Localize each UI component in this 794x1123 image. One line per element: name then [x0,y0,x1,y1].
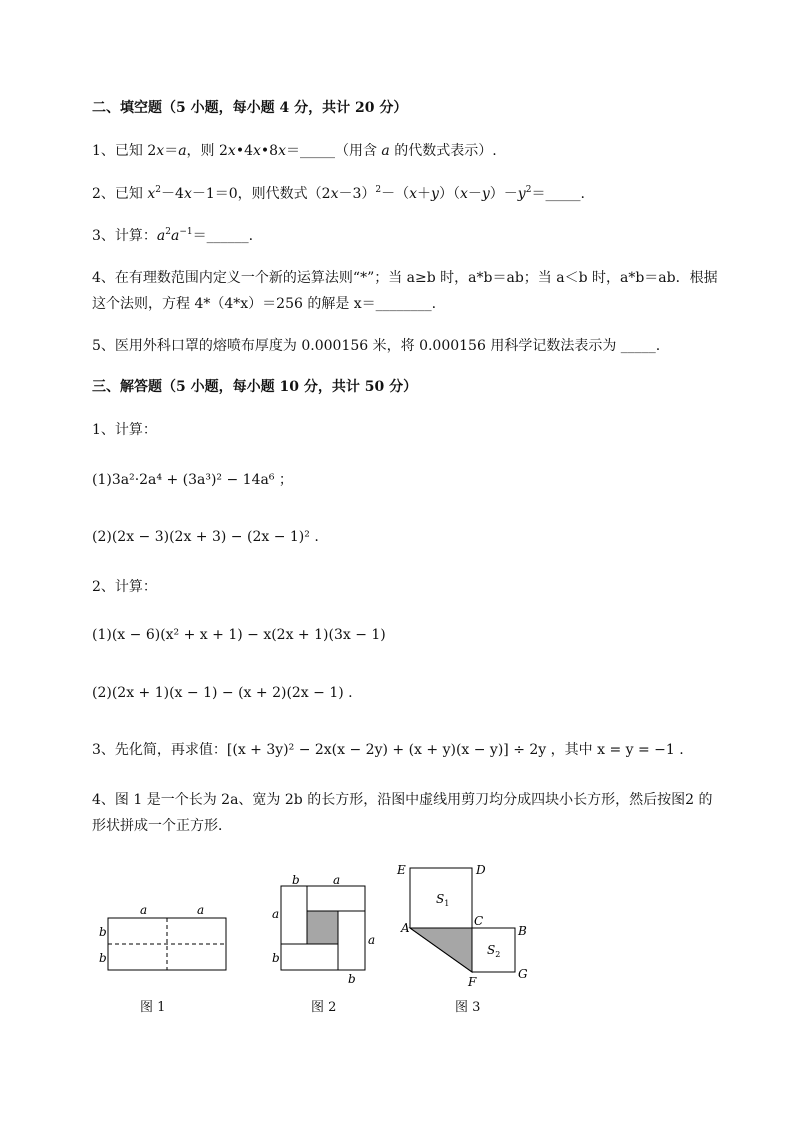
fig3-label-c: C [474,914,484,928]
figure-1 [108,918,226,970]
fig3-label-e: E [397,863,406,877]
figure-2 [281,886,365,970]
fig1-label-a-right: a [197,903,205,917]
fig2-label-a-right: a [368,933,376,947]
fill-q4-line2: 这个法则，方程 4*（4*x）＝256 的解是 x＝________. [92,296,437,312]
solve-q2-part2: (2)(2x + 1)(x − 1) − (x + 2)(2x − 1) . [92,685,353,701]
fig2-label-b-top: b [292,873,300,887]
section3-title: 三、解答题（5 小题，每小题 10 分，共计 50 分） [92,379,418,395]
fig2-label-b-left: b [272,951,280,965]
fig3-caption: 图 3 [455,1000,481,1015]
fig3-label-a: A [401,921,410,935]
fig1-label-b-bottom: b [99,951,107,965]
fig1-label-a-left: a [140,903,148,917]
fig2-caption: 图 2 [311,1000,337,1015]
solve-q2-part1: (1)(x − 6)(x² + x + 1) − x(2x + 1)(3x − 1) [92,627,386,643]
fig1-label-b-top: b [99,925,107,939]
solve-q1-part1: (1)3a²·2a⁴ + (3a³)² − 14a⁶ ； [92,472,293,488]
fig3-label-g: G [518,967,528,981]
fig3-label-s2: $S_2$ [487,943,501,959]
fig1-caption: 图 1 [140,1000,166,1015]
fig2-label-a-top: a [333,873,341,887]
fig3-label-d: D [476,863,486,877]
fig3-label-f: F [468,975,477,989]
fig2-center-square [307,911,338,944]
solve-q2-label: 2、计算： [92,579,157,595]
solve-q3: 3、先化简，再求值：[(x + 3y)² − 2x(x − 2y) + (x + y)(x − y)] ÷ 2y ，其中 x = y = −1 . [92,742,684,758]
fill-q5: 5、医用外科口罩的熔喷布厚度为 0.000156 米，将 0.000156 用科学记数法表示为 _____. [92,338,661,354]
section2-title: 二、填空题（5 小题，每小题 4 分，共计 20 分） [92,100,408,116]
fill-q3: 3、计算：$a^2a^{-1}=\_\_\_\_\_\_$. [92,227,254,244]
fill-q2: 2、已知 $x^2-4x-1=0$，则代数式$(2x-3)^2-(x+y)(x-y)-y^2=\_\_\_\_\_$. [92,185,585,202]
fill-q4-line1: 4、在有理数范围内定义一个新的运算法则“*”；当 a≥b 时，a*b＝ab；当 a＜b 时，a*b＝ab．根据 [92,270,718,286]
fig2-label-b-bottom: b [348,972,356,986]
solve-q4-line2: 形状拼成一个正方形． [92,818,232,834]
fig2-label-a-left: a [272,907,280,921]
solve-q1-part2: (2)(2x − 3)(2x + 3) − (2x − 1)² . [92,529,319,545]
fig3-label-b: B [518,924,527,938]
solve-q4-line1: 4、图 1 是一个长为 2a、宽为 2b 的长方形，沿图中虚线用剪刀均分成四块小长方形，然后按图2 的 [92,792,713,808]
solve-q1-label: 1、计算： [92,422,157,438]
fill-q1: 1、已知 2x＝a，则 2x•4x•8x＝_____（用含 a 的代数式表示）. [92,143,497,159]
fig3-label-s1: $S_1$ [436,892,450,908]
